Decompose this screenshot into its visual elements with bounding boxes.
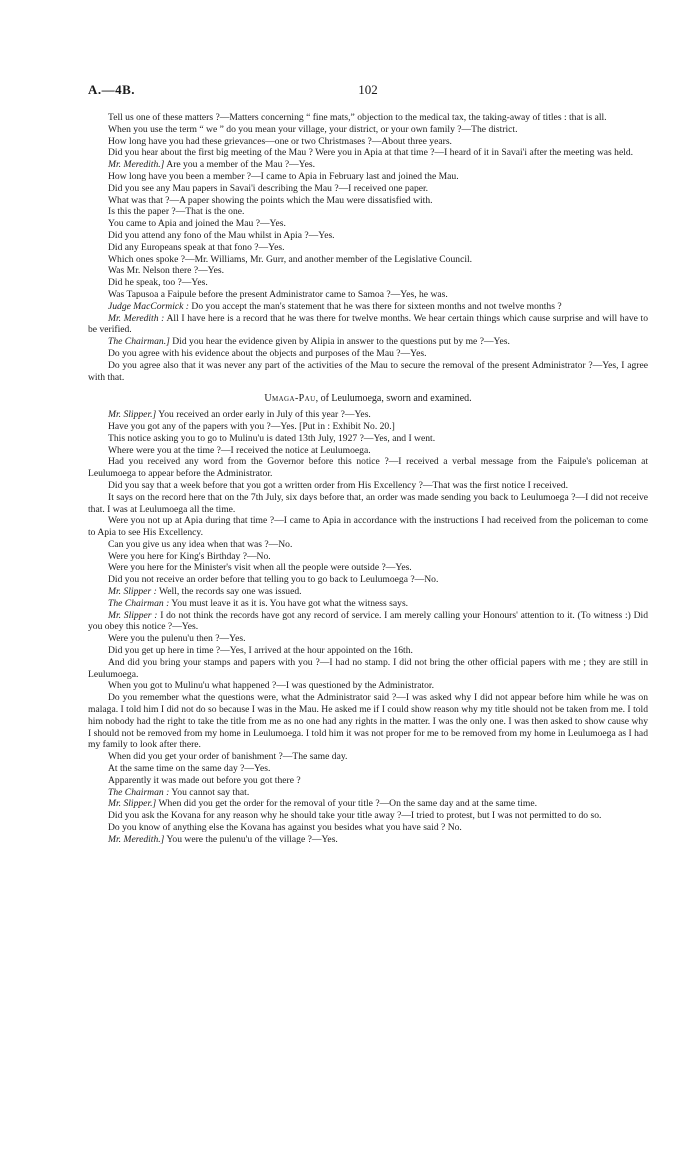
speaker-label: Mr. Meredith : (108, 312, 165, 324)
paragraph-text: Were you the pulenu'u then ?—Yes. (108, 633, 246, 645)
paragraph-text: When did you get your order of banishment ?—The same day. (108, 751, 348, 763)
paragraph-text: When you got to Mulinu'u what happened ?—I was questioned by the Administrator. (108, 680, 434, 692)
paragraph (88, 433, 648, 445)
speaker-label: Mr. Meredith.] (108, 159, 165, 171)
speaker-label: Mr. Slipper.] (108, 798, 157, 810)
umaga-pau-testimony (88, 409, 648, 845)
opening-exchange (88, 112, 648, 159)
speaker-label: Mr. Slipper : (108, 586, 157, 598)
paragraph (88, 822, 648, 834)
paragraph-text: Do you remember what the questions were, what the Administrator said ?—I was asked why I did not appear before him while he was on malaga. I told him I did not do so because I was in the Mau. He asked me if I could show reason why my title should not be taken from me. I told him nobody had the right to take the title from me as no one had any rights in the matter. I was the only one. I was then asked to show cause why I should not be removed from my home in Leulumoega. I told him it was not proper for me to be removed from my home in Leulumoega as I had my family to look after there. (88, 692, 648, 751)
paragraph (88, 183, 648, 195)
paragraph (88, 218, 648, 230)
document-reference: A.—4B. (88, 82, 136, 97)
paragraph-text: Where were you at the time ?—I received the notice at Leulumoega. (108, 444, 371, 456)
paragraph: When you use the term “ we ” do you mean your village, your district, or your own family ?—The district. (108, 123, 518, 135)
document-body (88, 112, 648, 846)
paragraph (88, 492, 648, 516)
paragraph (88, 313, 648, 337)
paragraph-text: You received an order early in July of this year ?—Yes. (156, 409, 371, 421)
paragraph-text: Are you a member of the Mau ?—Yes. (164, 159, 316, 171)
paragraph-text: Did you ask the Kovana for any reason why he should take your title away ?—I tried to protest, but I was not permitted to do so. (108, 810, 602, 822)
paragraph (88, 645, 648, 657)
paragraph-text: Was Tapusoa a Faipule before the present Administrator came to Samoa ?—Yes, he was. (108, 288, 448, 300)
paragraph-text: You were the pulenu'u of the village ?—Yes. (164, 833, 338, 845)
paragraph (88, 289, 648, 301)
speaker-label: Mr. Slipper : (108, 609, 158, 621)
paragraph (88, 301, 648, 313)
paragraph-text: Did he speak, too ?—Yes. (108, 277, 208, 289)
paragraph-text: Did any Europeans speak at that fono ?—Yes. (108, 241, 285, 253)
paragraph (88, 171, 648, 183)
paragraph (88, 195, 648, 207)
paragraph (88, 265, 648, 277)
paragraph-text: What was that ?—A paper showing the points which the Mau were dissatisfied with. (108, 194, 433, 206)
paragraph-text: Did you get up here in time ?—Yes, I arrived at the hour appointed on the 16th. (108, 645, 413, 657)
paragraph (88, 336, 648, 348)
paragraph-text: You cannot say that. (169, 786, 250, 798)
paragraph (88, 230, 648, 242)
paragraph-text: Have you got any of the papers with you ?—Yes. [Put in : Exhibit No. 20.] (108, 420, 395, 432)
speaker-label: Mr. Slipper.] (108, 409, 157, 421)
paragraph: How long have you had these grievances—one or two Christmases ?—About three years. (108, 135, 452, 147)
speaker-label: The Chairman.] (108, 336, 170, 348)
paragraph (88, 254, 648, 266)
paragraph (88, 551, 648, 563)
paragraph-text: At the same time on the same day ?—Yes. (108, 763, 271, 775)
paragraph (88, 409, 648, 421)
paragraph (88, 657, 648, 681)
witness-name: Umaga-Pau (264, 393, 316, 405)
paragraph-text: I do not think the records have got any record of service. I am merely calling your Honours' attention to it. (To witness :) Did you obey this notice ?—Yes. (88, 609, 648, 633)
paragraph: Did you hear about the first big meeting of the Mau ? Were you in Apia at that time ?—I heard of it in Savai'i after the meeting was held. (108, 147, 634, 159)
paragraph (88, 242, 648, 254)
paragraph (88, 348, 648, 360)
paragraph (88, 515, 648, 539)
paragraph (88, 277, 648, 289)
paragraph (88, 633, 648, 645)
paragraph-text: It says on the record here that on the 7th July, six days before that, an order was made sending you back to Leulumoega ?—I did not receive that. I was at Leulumoega all the time. (88, 491, 648, 515)
paragraph-text: Did you say that a week before that you got a written order from His Excellency ?—That was the first notice I received. (108, 479, 569, 491)
paragraph-text: Is this the paper ?—That is the one. (108, 206, 245, 218)
paragraph-text: Can you give us any idea when that was ?—No. (108, 538, 293, 550)
paragraph-text: Had you received any word from the Governor before this notice ?—I received a verbal message from the Faipule's policeman at Leulumoega to appear before the Administrator. (88, 456, 648, 480)
paragraph-text: When did you get the order for the removal of your title ?—On the same day and at the same time. (156, 798, 538, 810)
witness-heading-rest: , of Leulumoega, sworn and examined. (315, 393, 472, 405)
meredith-exchange (88, 159, 648, 383)
paragraph (88, 562, 648, 574)
paragraph (88, 480, 648, 492)
paragraph (88, 834, 648, 846)
paragraph-text: Apparently it was made out before you got there ? (108, 774, 301, 786)
paragraph-text: This notice asking you to go to Mulinu'u is dated 13th July, 1927 ?—Yes, and I went. (108, 432, 436, 444)
paragraph-text: Did you attend any fono of the Mau whilst in Apia ?—Yes. (108, 229, 335, 241)
paragraph (88, 574, 648, 586)
paragraph (88, 610, 648, 634)
paragraph (88, 763, 648, 775)
paragraph-text: Were you here for King's Birthday ?—No. (108, 550, 271, 562)
paragraph-text: Do you agree also that it was never any part of the activities of the Mau to secure the removal of the present Administrator ?—Yes, I agree with that. (88, 359, 648, 383)
speaker-label: The Chairman : (108, 597, 170, 609)
paragraph (88, 680, 648, 692)
speaker-label: Judge MacCormick : (108, 300, 189, 312)
paragraph-text: Was Mr. Nelson there ?—Yes. (108, 265, 225, 277)
speaker-label: The Chairman : (108, 786, 170, 798)
paragraph (88, 159, 648, 171)
paragraph (88, 598, 648, 610)
paragraph-text: Were you not up at Apia during that time ?—I came to Apia in accordance with the instructions I had received from the policeman to come to Apia to see His Excellency. (88, 515, 648, 539)
paragraph (88, 206, 648, 218)
paragraph (88, 421, 648, 433)
paragraph-text: Do you know of anything else the Kovana has against you besides what you have said ? No. (108, 822, 462, 834)
paragraph (88, 775, 648, 787)
paragraph-text: Did you hear the evidence given by Alipia in answer to the questions put by me ?—Yes. (169, 336, 510, 348)
paragraph-text: Well, the records say one was issued. (156, 586, 302, 598)
paragraph (88, 798, 648, 810)
paragraph (88, 456, 648, 480)
paragraph-text: And did you bring your stamps and papers with you ?—I had no stamp. I did not bring the other official papers with me ; they are still in Leulumoega. (88, 656, 648, 680)
paragraph (88, 586, 648, 598)
paragraph-text: You came to Apia and joined the Mau ?—Yes. (108, 218, 286, 230)
paragraph (88, 751, 648, 763)
witness-heading (88, 393, 648, 405)
paragraph-text: Were you here for the Minister's visit when all the people were outside ?—Yes. (108, 562, 412, 574)
paragraph-text: Which ones spoke ?—Mr. Williams, Mr. Gurr, and another member of the Legislative Council. (108, 253, 473, 265)
paragraph (88, 692, 648, 751)
page-number: 102 (358, 82, 378, 97)
paragraph-text: How long have you been a member ?—I came to Apia in February last and joined the Mau. (108, 170, 459, 182)
paragraph (88, 787, 648, 799)
paragraph (88, 445, 648, 457)
paragraph (88, 810, 648, 822)
paragraph-text: Do you accept the man's statement that he was there for sixteen months and not twelve months ? (189, 300, 562, 312)
paragraph (88, 360, 648, 384)
paragraph-text: Did you not receive an order before that telling you to go back to Leulumoega ?—No. (108, 574, 439, 586)
paragraph-text: All I have here is a record that he was there for twelve months. We hear certain things which cause surprise and will have to be verified. (88, 312, 648, 336)
speaker-label: Mr. Meredith.] (108, 833, 165, 845)
paragraph-text: Did you see any Mau papers in Savai'i describing the Mau ?—I received one paper. (108, 182, 429, 194)
paragraph-text: You must leave it as it is. You have got what the witness says. (169, 597, 409, 609)
paragraph: Tell us one of these matters ?—Matters concerning “ fine mats,” objection to the medical tax, the taking-away of titles : that is all. (108, 112, 607, 123)
paragraph-text: Do you agree with his evidence about the objects and purposes of the Mau ?—Yes. (108, 347, 427, 359)
page-header (88, 82, 648, 102)
paragraph (88, 539, 648, 551)
